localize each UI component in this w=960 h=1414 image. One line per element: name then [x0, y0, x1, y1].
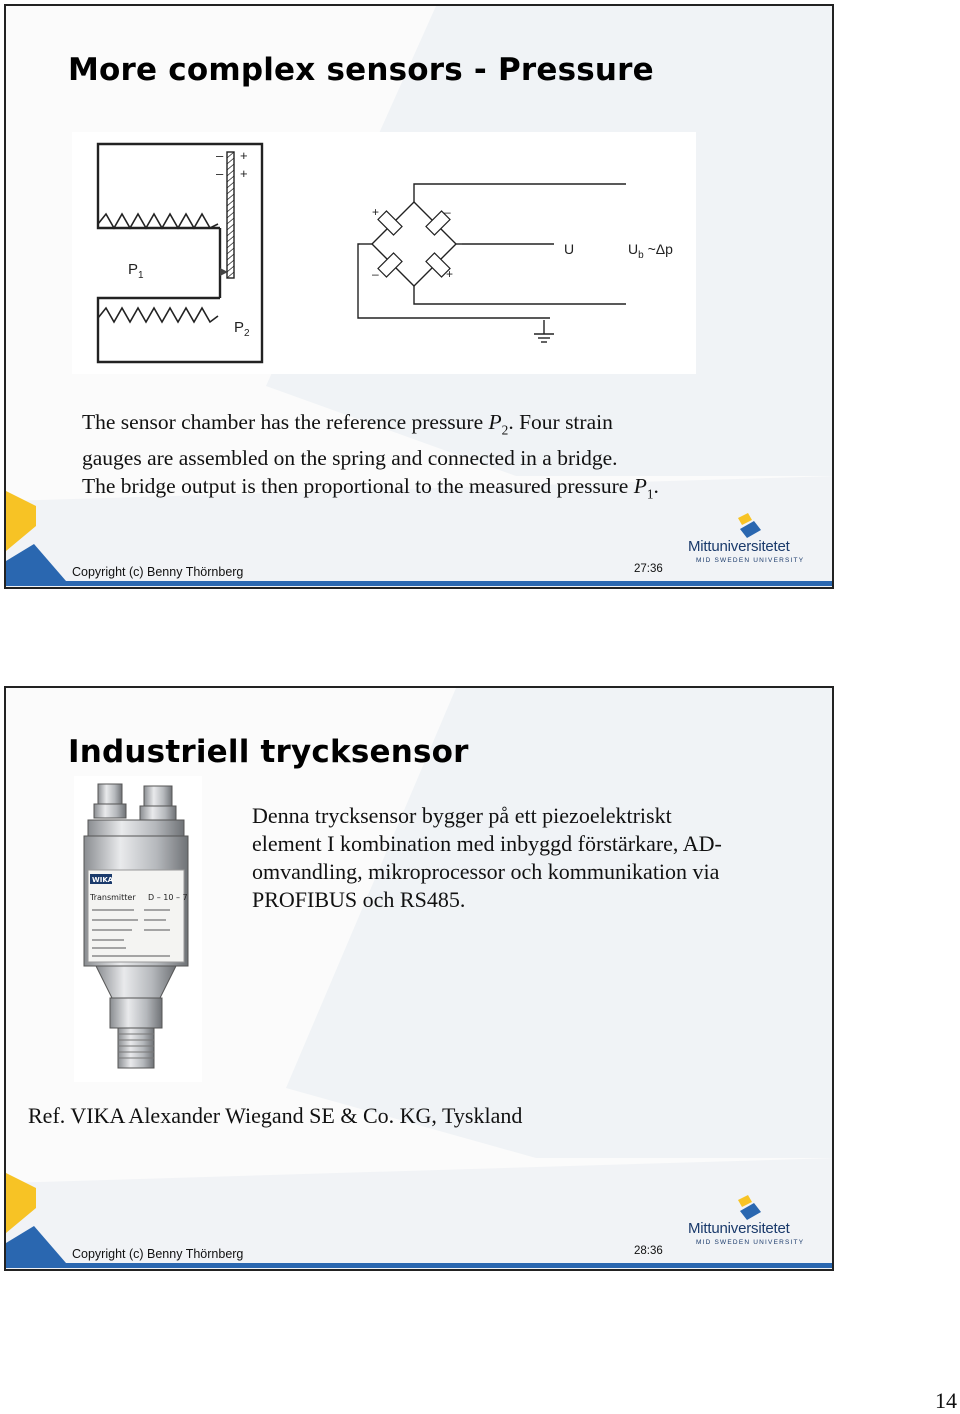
label-p2: $P_2$ [234, 319, 250, 339]
reference-text: Ref. VIKA Alexander Wiegand SE & Co. KG, Tyskland [28, 1103, 523, 1128]
photo-model: Transmitter [90, 893, 136, 902]
logo-name: Mittuniversitetet [688, 1220, 790, 1237]
logo-name: Mittuniversitetet [688, 538, 790, 555]
strain-gauge-bridge-schematic [72, 132, 696, 374]
strain-sign-minus-1: – [216, 148, 224, 163]
strain-sign-plus-1: + [240, 148, 248, 163]
slide-title: More complex sensors - Pressure [68, 52, 654, 88]
text-line-2: gauges are assembled on the spring and connected in a bridge. [82, 446, 618, 471]
logo-subtitle: MID SWEDEN UNIVERSITY [696, 557, 805, 564]
text-line-3: The bridge output is then proportional to the measured pressure $P_1$. [82, 474, 659, 502]
slide-title: Industriell trycksensor [68, 734, 469, 770]
bridge-sign-plus-1: + [372, 205, 380, 219]
text-line-1: Denna trycksensor bygger på ett piezoelektriskt [252, 803, 672, 828]
text-line-2: element I kombination med inbyggd förstärkare, AD- [252, 831, 722, 856]
strain-sign-minus-2: – [216, 166, 224, 181]
photo-code: D – 10 – 7 [148, 893, 188, 902]
bridge-sign-minus-2: – [372, 267, 379, 281]
slide2-body-text [252, 802, 772, 914]
university-logo [688, 1194, 808, 1254]
bridge-sign-plus-2: + [446, 267, 454, 281]
text-line-4: PROFIBUS och RS485. [252, 887, 466, 912]
university-logo-icon [734, 512, 764, 540]
text-line-1: The sensor chamber has the reference pressure $P_2$. Four strain [82, 410, 613, 438]
page-number: 14 [935, 1388, 957, 1413]
pressure-transmitter-photo [74, 776, 202, 1082]
label-u: U [564, 241, 575, 257]
pressure-sensor-diagram [72, 132, 696, 374]
university-logo [688, 512, 808, 572]
pressure-transmitter-image [74, 776, 202, 1082]
bridge-sign-minus-1: – [444, 205, 451, 219]
slide1-body-text [82, 408, 732, 509]
logo-subtitle: MID SWEDEN UNIVERSITY [696, 1239, 805, 1246]
text-line-3: omvandling, mikroprocessor och kommunikation via [252, 859, 720, 884]
label-p1: $P_1$ [128, 261, 144, 281]
slide-number: 28:36 [634, 1245, 663, 1257]
copyright: Copyright (c) Benny Thörnberg [72, 1247, 244, 1261]
copyright: Copyright (c) Benny Thörnberg [72, 565, 244, 579]
slide-number: 27:36 [634, 563, 663, 575]
slide-28 [4, 686, 834, 1271]
label-ub-delta-p: $U_b$ ~Δp [628, 241, 673, 261]
strain-sign-plus-2: + [240, 166, 248, 181]
university-logo-icon [734, 1194, 764, 1222]
photo-brand: WIKA [92, 876, 114, 884]
slide-27 [4, 4, 834, 589]
